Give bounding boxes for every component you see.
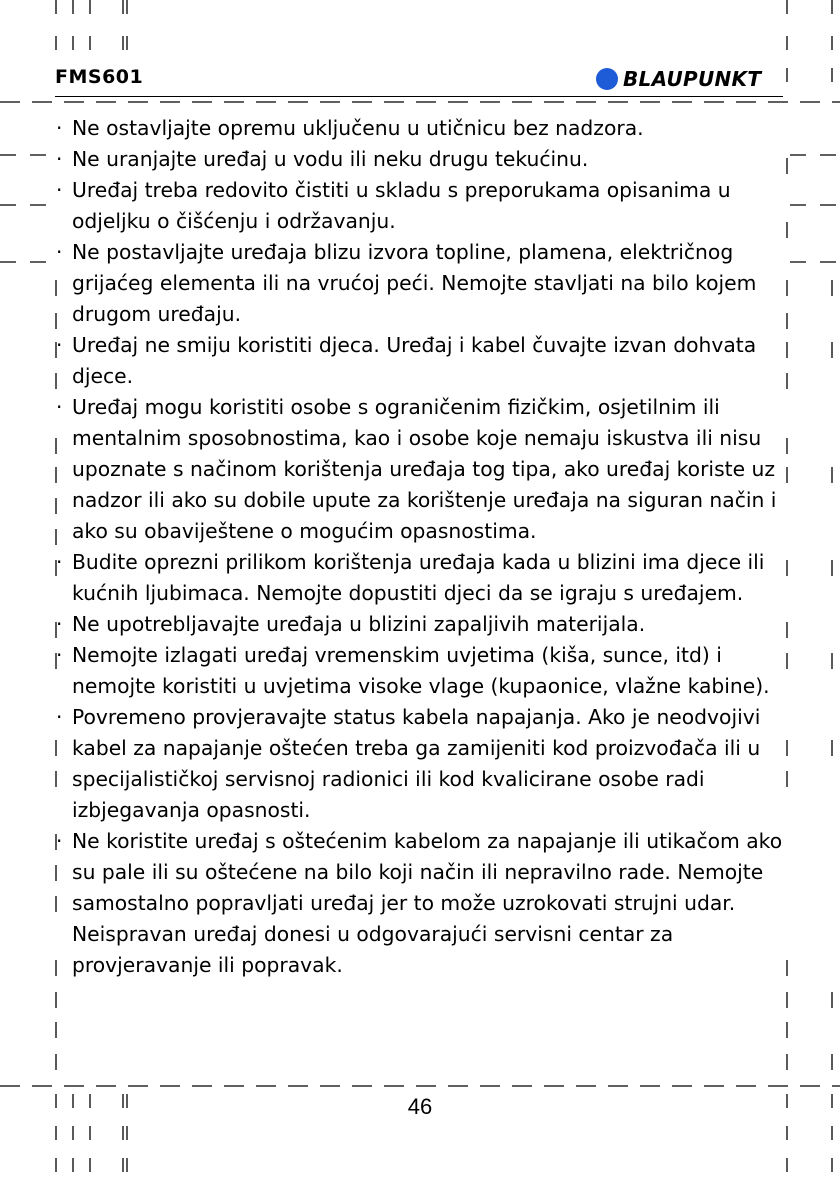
warning-item: · Ne upotrebljavajte uređaja u blizini zapaljivih materijala. — [56, 609, 796, 640]
warning-item: · Uređaj ne smiju koristiti djeca. Uređaj i kabel čuvajte izvan dohvata djece. — [56, 330, 796, 392]
brand-logo — [596, 66, 761, 92]
warnings-section — [56, 113, 796, 981]
warning-item: · Povremeno provjeravajte status kabela napajanja. Ako je neodvojivi kabel za napajanje oštećen treba ga zamijeniti kod proizvođača ili u specijalističkoj servisnoj radionici ili kod kvalicirane osobe radi izbjegavanja opasnosti. — [56, 702, 796, 826]
header-divider — [55, 96, 783, 97]
warning-item: · Uređaj treba redovito čistiti u skladu s preporukama opisanima u odjeljku o čišćenju i održavanju. — [56, 175, 796, 237]
warning-item: · Nemojte izlagati uređaj vremenskim uvjetima (kiša, sunce, itd) i nemojte koristiti u uvjetima visoke vlage (kupaonice, vlažne kabine). — [56, 640, 796, 702]
brand-name: BLAUPUNKT — [623, 67, 762, 91]
warning-item: · Ne koristite uređaj s oštećenim kabelom za napajanje ili utikačom ako su pale ili su oštećene na bilo koji način ili nepravilno rade. Nemojte samostalno popravljati uređaj jer to može uzrokovati strujni udar. Neispravan uređaj donesi u odgovarajući servisni centar za provjeravanje ili popravak. — [56, 826, 796, 981]
warning-item: · Uređaj mogu koristiti osobe s ograničenim fizičkim, osjetilnim ili mentalnim sposobnostima, kao i osobe koje nemaju iskustva ili nisu upoznate s načinom korištenja uređaja tog tipa, ako uređaj koriste uz nadzor ili ako su dobile upute za korištenje uređaja na siguran način i ako su obaviještene o mogućim opasnostima. — [56, 392, 796, 547]
warnings-list — [56, 113, 796, 981]
warning-item: · Ne ostavljajte opremu uključenu u utičnicu bez nadzora. — [56, 113, 796, 144]
warning-item: · Budite oprezni prilikom korištenja uređaja kada u blizini ima djece ili kućnih ljubimaca. Nemojte dopustiti djeci da se igraju s uređajem. — [56, 547, 796, 609]
warning-item: · Ne uranjajte uređaj u vodu ili neku drugu tekućinu. — [56, 144, 796, 175]
page-number: 46 — [407, 1094, 433, 1119]
model-name: FMS601 — [55, 66, 144, 88]
warning-item: · Ne postavljajte uređaja blizu izvora topline, plamena, električnog grijaćeg elementa ili na vrućoj peći. Nemojte stavljati na bilo kojem drugom uređaju. — [56, 237, 796, 330]
brand-dot-icon — [596, 68, 618, 90]
